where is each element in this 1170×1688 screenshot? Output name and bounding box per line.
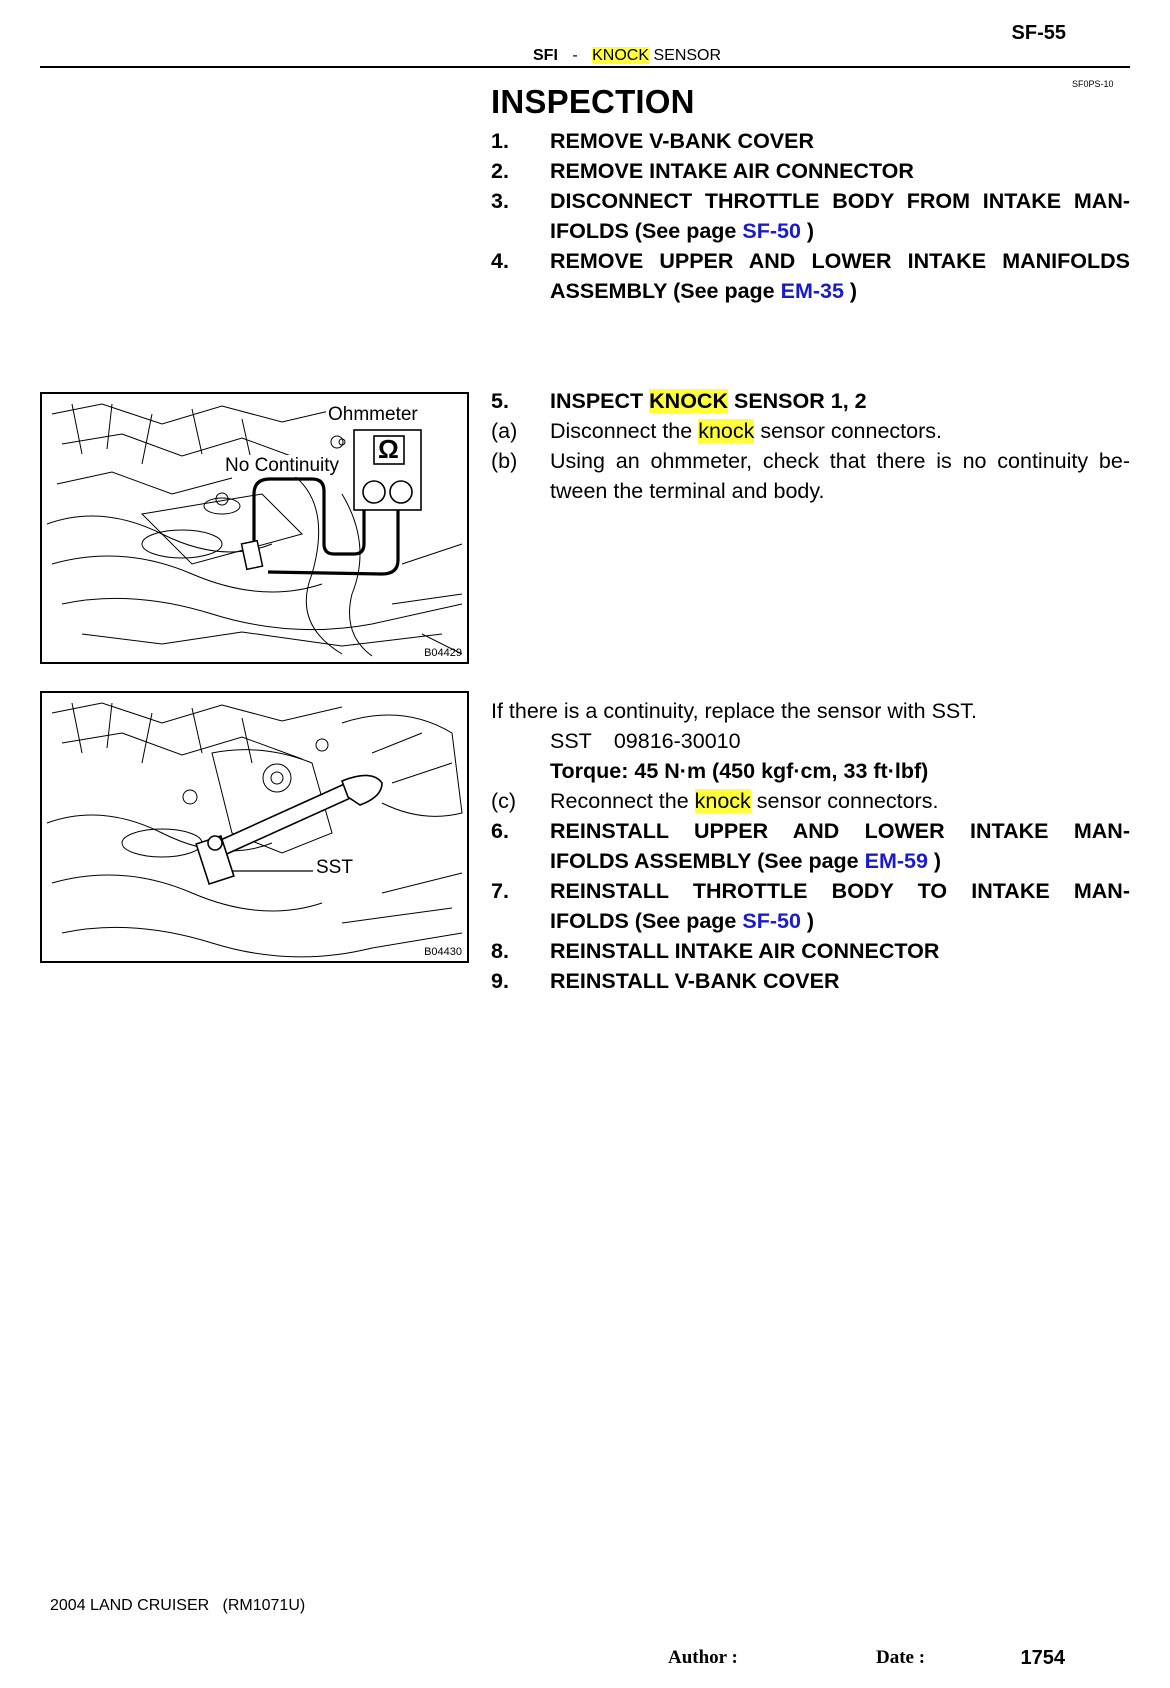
step-text-line1: DISCONNECT THROTTLE BODY FROM INTAKE MAN- (550, 189, 1130, 213)
substep-text-line2: tween the terminal and body. (550, 479, 825, 503)
step-text: REINSTALL V-BANK COVER (550, 969, 840, 993)
step-number: 4. (491, 249, 509, 273)
search-highlight: knock (698, 419, 755, 443)
footer-model: 2004 LAND CRUISER (RM1071U) (50, 1597, 306, 1614)
header-rule (40, 66, 1130, 68)
step-text-line1: REINSTALL THROTTLE BODY TO INTAKE MAN- (550, 879, 1130, 903)
step-text-line2: IFOLDS (See page (550, 909, 743, 933)
figure-sst (40, 691, 469, 963)
engine-illustration-2 (42, 693, 467, 961)
substep-text-line1: Using an ohmmeter, check that there is no continuity be- (550, 449, 1130, 473)
step-number: 6. (491, 819, 509, 843)
step-number: 7. (491, 879, 509, 903)
figure-code: B04429 (424, 647, 462, 659)
step-number: 3. (491, 189, 509, 213)
step-text-rest: SENSOR 1, 2 (728, 389, 867, 413)
search-highlight: KNOCK (649, 389, 728, 413)
figure-code: B04430 (424, 946, 462, 958)
substep-text-rest: sensor connectors. (750, 789, 939, 813)
step-text: REMOVE INTAKE AIR CONNECTOR (550, 159, 914, 183)
substep-label: (b) (491, 449, 518, 473)
footer-page-number: 1754 (1020, 1647, 1065, 1669)
step-text-line1: REINSTALL UPPER AND LOWER INTAKE MAN- (550, 819, 1130, 843)
substep-text: Disconnect the (550, 419, 699, 443)
page-link-em-59[interactable]: EM-59 (864, 849, 928, 873)
page-title: INSPECTION (491, 83, 695, 120)
header-highlight: KNOCK (592, 47, 650, 64)
step-number: 2. (491, 159, 509, 183)
step-text-line2: ASSEMBLY (See page (550, 279, 781, 303)
step-text-line1: REMOVE UPPER AND LOWER INTAKE MANIFOLDS (550, 249, 1130, 273)
header-title-rest: SENSOR (649, 47, 722, 64)
step-text: REINSTALL INTAKE AIR CONNECTOR (550, 939, 940, 963)
doc-code: SF0PS-10 (1072, 79, 1114, 89)
page-link-em-35[interactable]: EM-35 (780, 279, 844, 303)
header-section-title (533, 47, 721, 65)
engine-illustration-1 (42, 394, 467, 662)
page-number: SF-55 (1011, 22, 1066, 44)
step-text-close: ) (927, 849, 942, 873)
step-text-close: ) (800, 219, 815, 243)
date-label: Date : (876, 1647, 926, 1668)
step-text: INSPECT (550, 389, 650, 413)
substep-label: (a) (491, 419, 518, 443)
step-number: 8. (491, 939, 509, 963)
replace-text: If there is a continuity, replace the sensor with SST. (491, 699, 977, 723)
step-text-close: ) (843, 279, 858, 303)
step-text-close: ) (800, 909, 815, 933)
step-number: 9. (491, 969, 509, 993)
page-link-sf-50[interactable]: SF-50 (742, 909, 801, 933)
omega-icon: Ω (378, 434, 399, 464)
torque-spec: Torque: 45 N·m (450 kgf·cm, 33 ft·lbf) (550, 759, 929, 783)
search-highlight: knock (694, 789, 751, 813)
author-label: Author : (668, 1647, 738, 1668)
page-link-sf-50[interactable]: SF-50 (742, 219, 801, 243)
no-continuity-label: No Continuity (225, 455, 340, 476)
figure-ohmmeter (40, 392, 469, 664)
sst-label-text: SST (550, 729, 592, 753)
step-text-line2: IFOLDS (See page (550, 219, 743, 243)
step-number: 5. (491, 389, 509, 413)
substep-text-rest: sensor connectors. (754, 419, 942, 443)
step-text-line2: IFOLDS ASSEMBLY (See page (550, 849, 865, 873)
step-text: REMOVE V-BANK COVER (550, 129, 815, 153)
sst-number: 09816-30010 (613, 729, 741, 753)
ohmmeter-label: Ohmmeter (328, 404, 418, 425)
header-section-code: SFI (533, 47, 558, 64)
substep-label: (c) (491, 789, 517, 813)
header-separator: - (572, 47, 578, 64)
sst-label: SST (316, 857, 353, 878)
substep-text: Reconnect the (550, 789, 695, 813)
step-number: 1. (491, 129, 509, 153)
